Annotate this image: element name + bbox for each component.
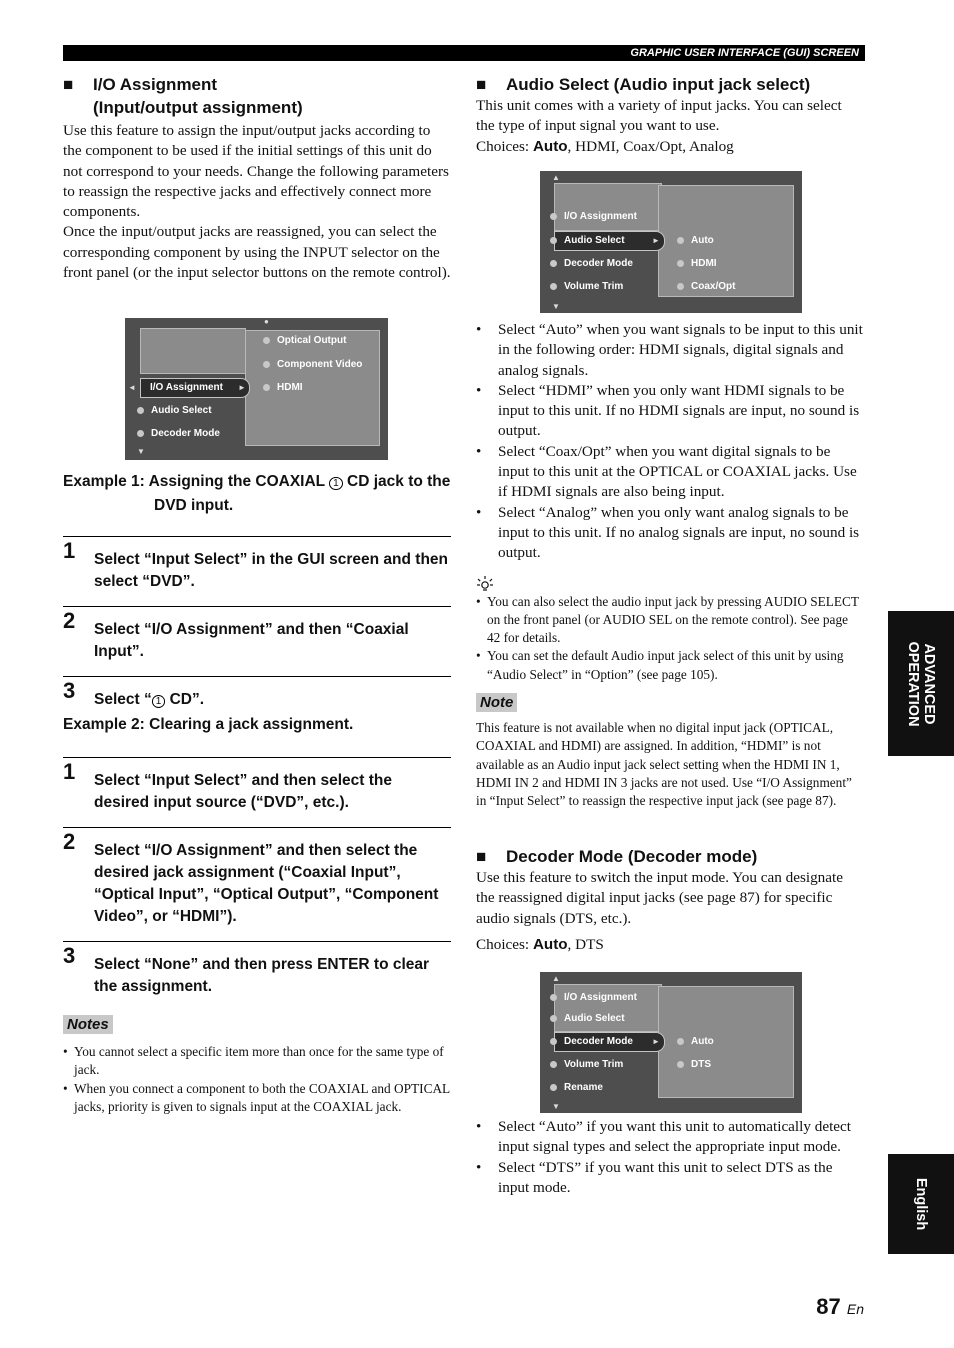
gui-option-item: DTS <box>677 1056 711 1073</box>
audio-bullets-section <box>476 320 864 811</box>
gui-menu-item: I/O Assignment <box>150 382 223 393</box>
page-number: 87 En <box>816 1294 864 1319</box>
gui-screen-io-assignment <box>125 318 388 460</box>
audio-para: This unit comes with a variety of input jacks. You can select the type of input signal you want to use. <box>476 97 842 135</box>
side-tab-advanced-operation: ADVANCED OPERATION <box>888 611 954 756</box>
tip-icon <box>476 575 864 593</box>
decoder-mode-section <box>476 845 864 955</box>
list-item: • Select “Analog” when you only want analog signals to be input to this unit. If no analog signals are input, no sound is output. <box>476 503 864 564</box>
gui-menu-item: Rename <box>550 1079 603 1096</box>
io-assignment-section <box>63 73 451 283</box>
list-item: • You can set the default Audio input jack select of this unit by using “Audio Select” in “Option” (see page 105). <box>476 647 864 684</box>
arrow-left-icon: ◄ <box>128 383 136 392</box>
ex1-step-3: 3 Select “ 1 CD”. <box>63 676 451 710</box>
arrow-up-icon: ▲ <box>552 974 560 983</box>
decoder-mode-heading: ■ Decoder Mode (Decoder mode) <box>476 847 758 866</box>
audio-select-section <box>476 73 864 157</box>
gui-screen-audio-select <box>540 171 802 313</box>
arrow-right-icon: ► <box>238 383 246 392</box>
arrow-down-icon: ▼ <box>552 302 560 311</box>
ex2-step-1: 1 Select “Input Select” and then select the desired input source (“DVD”, etc.). <box>63 757 451 817</box>
list-item: • You cannot select a specific item more than once for the same type of jack. <box>63 1043 451 1080</box>
gui-menu-panel <box>140 328 246 374</box>
ex2-step-2: 2 Select “I/O Assignment” and then select the desired jack assignment (“Coaxial Input”, “Optical Input”, “Optical Output”, “Component Video”, or “HDMI”). <box>63 827 451 931</box>
decoder-bullets-section <box>476 1117 864 1198</box>
decoder-bullets <box>476 1117 864 1198</box>
ex1-step-2: 2 Select “I/O Assignment” and then “Coaxial Input”. <box>63 606 451 664</box>
example-1-heading: Example 1: Assigning the COAXIAL 1 CD jack to the DVD input. <box>63 473 451 514</box>
circled-number: 1 <box>329 477 343 490</box>
gui-menu-item: Decoder Mode <box>137 425 220 442</box>
gui-screen-decoder-mode <box>540 972 802 1113</box>
audio-bullets <box>476 320 864 564</box>
gui-menu-item: Audio Select <box>550 1010 625 1027</box>
notes-label: Notes <box>63 1015 113 1034</box>
gui-menu-item: Audio Select <box>137 402 212 419</box>
gui-menu-item: I/O Assignment <box>550 208 637 225</box>
gui-option-item: Optical Output <box>263 332 346 349</box>
gui-option-item: Auto <box>677 1033 714 1050</box>
notes-list <box>63 1043 451 1116</box>
arrow-down-icon: ▼ <box>552 1102 560 1111</box>
notes-section <box>63 1015 451 1116</box>
decoder-para: Use this feature to switch the input mode. You can designate the reassigned digital input jacks (see page 87) for specific audio signals (DTS, etc.). <box>476 869 843 927</box>
gui-menu-item: Decoder Mode <box>550 255 633 272</box>
gui-option-item: HDMI <box>263 379 303 396</box>
running-header: GRAPHIC USER INTERFACE (GUI) SCREEN <box>63 45 865 61</box>
square-bullet-icon: ■ <box>63 75 74 94</box>
io-assignment-heading: ■ I/O Assignment (Input/output assignment) <box>63 75 303 117</box>
tips-list <box>476 593 864 684</box>
dot-up-icon: ● <box>264 317 269 326</box>
gui-menu-item: Audio Select <box>550 232 625 249</box>
gui-menu-item: Volume Trim <box>550 1056 623 1073</box>
arrow-up-icon: ▲ <box>552 173 560 182</box>
gui-menu-item: Volume Trim <box>550 278 623 295</box>
arrow-right-icon: ► <box>652 236 660 245</box>
arrow-down-icon: ▼ <box>137 447 145 456</box>
list-item: • When you connect a component to both the COAXIAL and OPTICAL jacks, priority is given to signals input at the COAXIAL jack. <box>63 1080 451 1117</box>
list-item: • You can also select the audio input jack by pressing AUDIO SELECT on the front panel (or AUDIO SEL on the remote control). See page 42 for details. <box>476 593 864 648</box>
list-item: • Select “HDMI” when you only want HDMI signals to be input to this unit. If no HDMI signals are input, no sound is output. <box>476 381 864 442</box>
ex2-step-3: 3 Select “None” and then press ENTER to clear the assignment. <box>63 941 451 1001</box>
gui-menu-item: Decoder Mode <box>550 1033 633 1050</box>
io-para-1: Use this feature to assign the input/output jacks according to the component to be used if the initial settings of this unit do not correspond to your needs. Change the following parameters to reassign the respective jacks and effectively connect more components. <box>63 122 449 221</box>
square-bullet-icon: ■ <box>476 847 487 866</box>
audio-choices: Choices: Auto, HDMI, Coax/Opt, Analog <box>476 137 734 155</box>
note-text: This feature is not available when no digital input jack (OPTICAL, COAXIAL and HDMI) are assigned. In addition, “HDMI” is not available as an Audio input jack select setting when the HDMI IN 1, HDMI IN 2 and HDMI IN 3 jacks are not used. Use “I/O Assignment” in “Input Select” to reassign the respective input jack (see page 87). <box>476 720 852 809</box>
list-item: • Select “Auto” if you want this unit to automatically detect input signal types and select the appropriate input mode. <box>476 1117 864 1158</box>
list-item: • Select “DTS” if you want this unit to select DTS as the input mode. <box>476 1158 864 1199</box>
gui-option-item: HDMI <box>677 255 717 272</box>
gui-menu-item: I/O Assignment <box>550 989 637 1006</box>
circled-number: 1 <box>152 695 166 708</box>
gui-option-item: Coax/Opt <box>677 278 735 295</box>
gui-option-item: Auto <box>677 232 714 249</box>
ex1-step-1: 1 Select “Input Select” in the GUI screen and then select “DVD”. <box>63 536 451 594</box>
square-bullet-icon: ■ <box>476 75 487 94</box>
list-item: • Select “Auto” when you want signals to be input to this unit in the following order: HDMI signals, digital signals and analog signals. <box>476 320 864 381</box>
list-item: • Select “Coax/Opt” when you want digital signals to be input to this unit at the OPTICAL or COAXIAL jacks. Use if HDMI signals are also being input. <box>476 442 864 503</box>
side-tab-english: English <box>888 1154 954 1254</box>
note-label: Note <box>476 693 517 712</box>
example-2-heading: Example 2: Clearing a jack assignment. <box>63 716 354 733</box>
decoder-choices: Choices: Auto, DTS <box>476 935 604 953</box>
audio-select-heading: ■ Audio Select (Audio input jack select) <box>476 75 811 94</box>
arrow-right-icon: ► <box>652 1037 660 1046</box>
gui-option-item: Component Video <box>263 356 362 373</box>
io-para-2: Once the input/output jacks are reassigned, you can select the corresponding component by using the INPUT selector on the front panel (or the input selector buttons on the remote control). <box>63 223 451 282</box>
